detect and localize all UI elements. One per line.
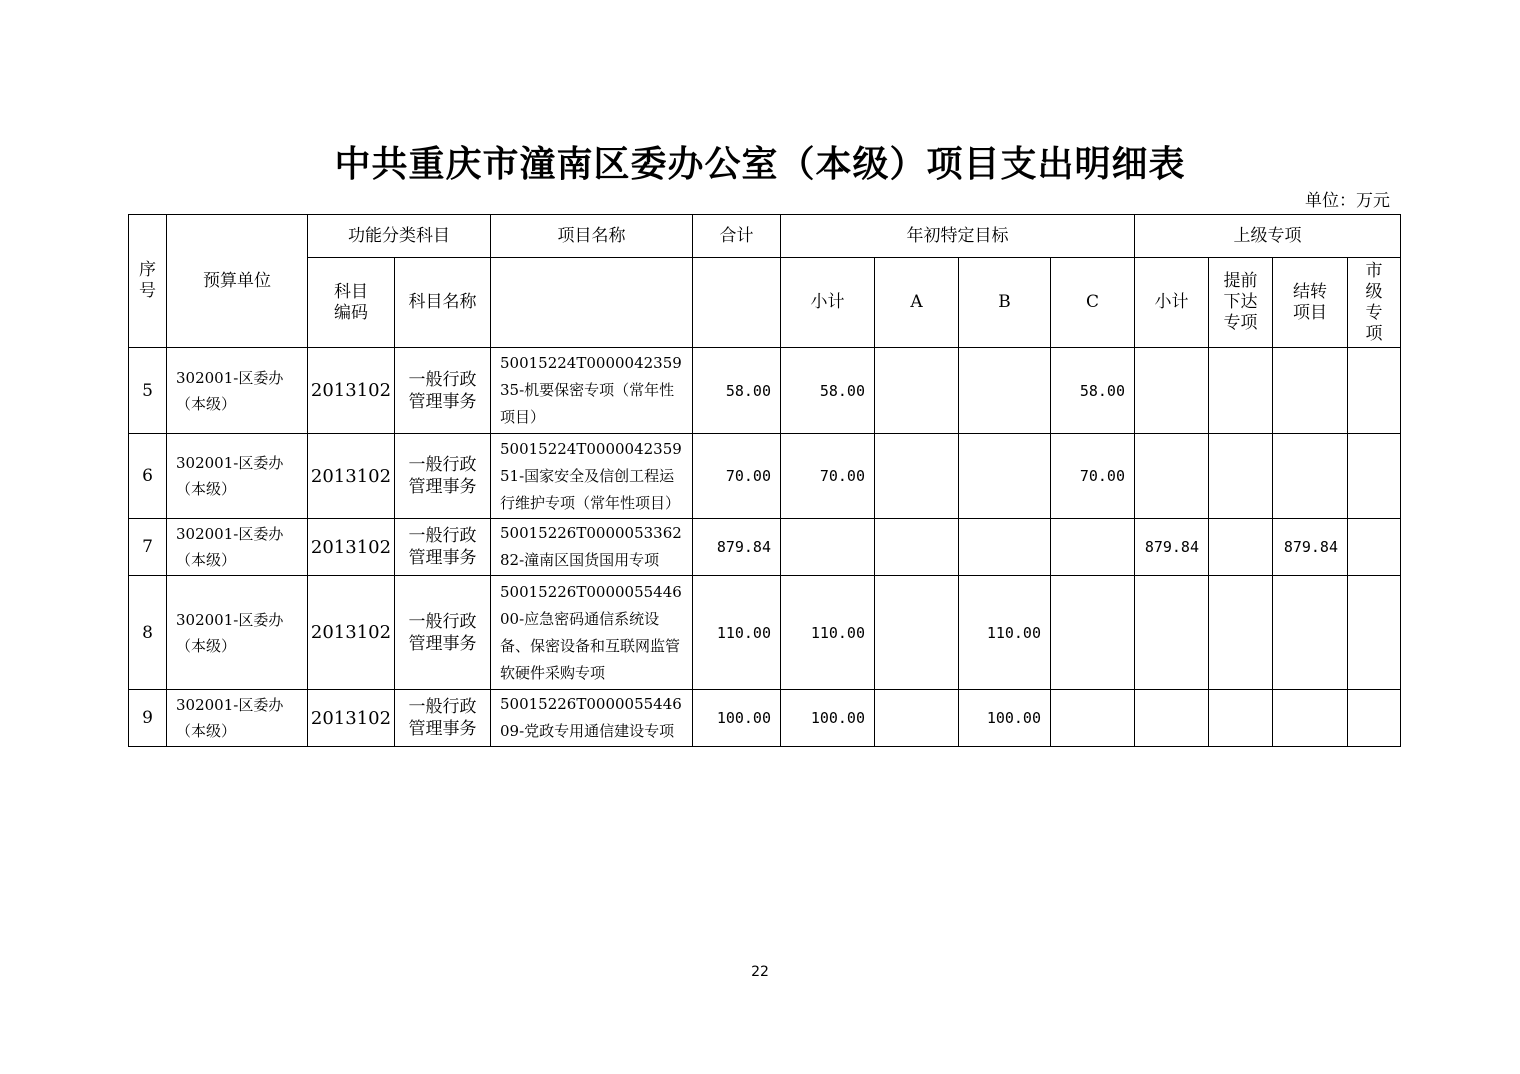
advance-cell <box>1209 519 1273 576</box>
header-annual-target: 年初特定目标 <box>781 215 1135 258</box>
seq-cell: 5 <box>129 348 167 434</box>
header-subject-code: 科目编码 <box>308 258 395 348</box>
c-cell <box>1051 690 1135 747</box>
header-subtotal-b: 小计 <box>1135 258 1209 348</box>
a-cell <box>875 519 959 576</box>
header-subject-name: 科目名称 <box>395 258 491 348</box>
c-cell: 70.00 <box>1051 434 1135 519</box>
subtotal-a-cell <box>781 519 875 576</box>
a-cell <box>875 348 959 434</box>
total-cell: 110.00 <box>693 576 781 690</box>
page-number: 22 <box>751 964 769 980</box>
code-cell: 2013102 <box>308 348 395 434</box>
unit-cell: 302001-区委办 （本级） <box>167 576 308 690</box>
b-cell: 100.00 <box>959 690 1051 747</box>
advance-cell <box>1209 576 1273 690</box>
c-cell <box>1051 519 1135 576</box>
carryover-cell <box>1273 348 1348 434</box>
total-cell: 879.84 <box>693 519 781 576</box>
seq-cell: 7 <box>129 519 167 576</box>
subtotal-b-cell <box>1135 690 1209 747</box>
subtotal-b-cell <box>1135 434 1209 519</box>
unit-cell: 302001-区委办 （本级） <box>167 690 308 747</box>
city-cell <box>1348 576 1401 690</box>
table-row <box>129 690 1401 747</box>
city-cell <box>1348 434 1401 519</box>
a-cell <box>875 576 959 690</box>
project-cell: 50015226T000005544609-党政专用通信建设专项 <box>491 690 693 747</box>
city-cell <box>1348 348 1401 434</box>
project-cell: 50015224T000004235935-机要保密专项（常年性项目） <box>491 348 693 434</box>
header-city: 市级专项 <box>1348 258 1401 348</box>
table-row <box>129 576 1401 690</box>
b-cell <box>959 434 1051 519</box>
header-total-blank <box>693 258 781 348</box>
subject-cell: 一般行政管理事务 <box>395 576 491 690</box>
subtotal-b-cell <box>1135 576 1209 690</box>
subtotal-a-cell: 100.00 <box>781 690 875 747</box>
total-cell: 100.00 <box>693 690 781 747</box>
subtotal-a-cell: 58.00 <box>781 348 875 434</box>
header-b: B <box>959 258 1051 348</box>
header-seq: 序号 <box>129 215 167 348</box>
table-row <box>129 519 1401 576</box>
unit-cell: 302001-区委办 （本级） <box>167 519 308 576</box>
subject-cell: 一般行政管理事务 <box>395 434 491 519</box>
table-row <box>129 434 1401 519</box>
unit-label: 单位：万元 <box>1305 191 1390 211</box>
total-cell: 70.00 <box>693 434 781 519</box>
header-c: C <box>1051 258 1135 348</box>
header-total: 合计 <box>693 215 781 258</box>
c-cell <box>1051 576 1135 690</box>
subtotal-b-cell <box>1135 348 1209 434</box>
header-advance: 提前下达专项 <box>1209 258 1273 348</box>
carryover-cell <box>1273 690 1348 747</box>
c-cell: 58.00 <box>1051 348 1135 434</box>
header-carryover: 结转项目 <box>1273 258 1348 348</box>
header-superior: 上级专项 <box>1135 215 1401 258</box>
code-cell: 2013102 <box>308 576 395 690</box>
a-cell <box>875 434 959 519</box>
header-subtotal-a: 小计 <box>781 258 875 348</box>
unit-cell: 302001-区委办 （本级） <box>167 348 308 434</box>
b-cell: 110.00 <box>959 576 1051 690</box>
page-title: 中共重庆市潼南区委办公室（本级）项目支出明细表 <box>334 143 1186 185</box>
carryover-cell <box>1273 576 1348 690</box>
b-cell <box>959 519 1051 576</box>
project-cell: 50015224T000004235951-国家安全及信创工程运行维护专项（常年性项目） <box>491 434 693 519</box>
subtotal-b-cell: 879.84 <box>1135 519 1209 576</box>
b-cell <box>959 348 1051 434</box>
header-a: A <box>875 258 959 348</box>
advance-cell <box>1209 434 1273 519</box>
seq-cell: 8 <box>129 576 167 690</box>
project-cell: 50015226T000005336282-潼南区国货国用专项 <box>491 519 693 576</box>
subtotal-a-cell: 110.00 <box>781 576 875 690</box>
carryover-cell: 879.84 <box>1273 519 1348 576</box>
expenditure-table <box>128 214 1401 747</box>
advance-cell <box>1209 690 1273 747</box>
header-project-name-blank <box>491 258 693 348</box>
table-row <box>129 348 1401 434</box>
city-cell <box>1348 690 1401 747</box>
seq-cell: 9 <box>129 690 167 747</box>
total-cell: 58.00 <box>693 348 781 434</box>
unit-cell: 302001-区委办 （本级） <box>167 434 308 519</box>
advance-cell <box>1209 348 1273 434</box>
subject-cell: 一般行政管理事务 <box>395 690 491 747</box>
project-cell: 50015226T000005544600-应急密码通信系统设备、保密设备和互联网监管软硬件采购专项 <box>491 576 693 690</box>
subtotal-a-cell: 70.00 <box>781 434 875 519</box>
code-cell: 2013102 <box>308 690 395 747</box>
header-budget-unit: 预算单位 <box>167 215 308 348</box>
code-cell: 2013102 <box>308 434 395 519</box>
subject-cell: 一般行政管理事务 <box>395 348 491 434</box>
header-project-name: 项目名称 <box>491 215 693 258</box>
code-cell: 2013102 <box>308 519 395 576</box>
a-cell <box>875 690 959 747</box>
seq-cell: 6 <box>129 434 167 519</box>
subject-cell: 一般行政管理事务 <box>395 519 491 576</box>
carryover-cell <box>1273 434 1348 519</box>
city-cell <box>1348 519 1401 576</box>
header-func-class: 功能分类科目 <box>308 215 491 258</box>
